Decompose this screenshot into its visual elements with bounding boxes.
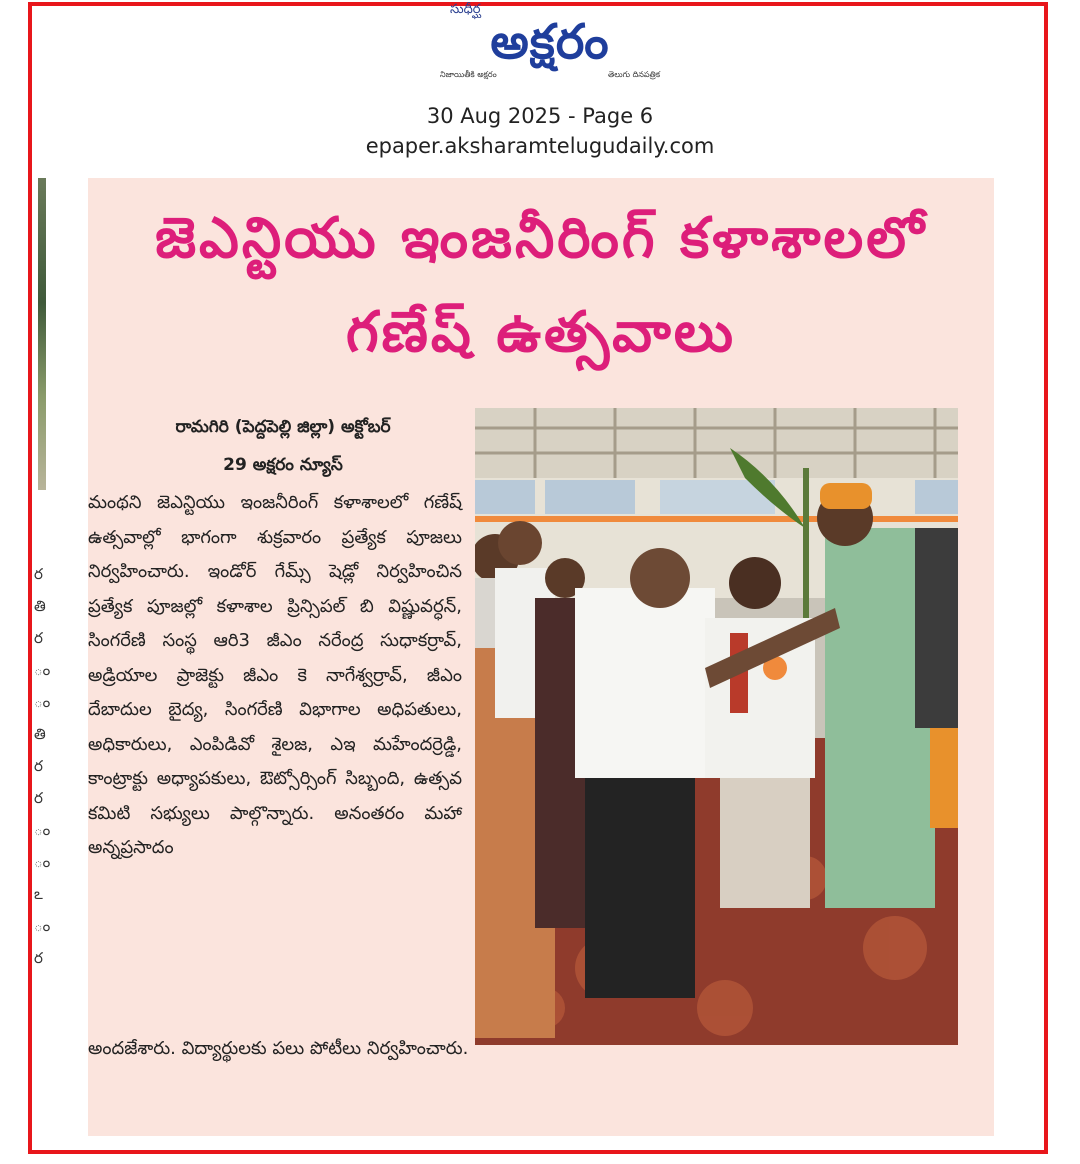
logo-top-text: సుధీర్ఘ xyxy=(450,2,481,17)
dateline-line-2: 29 అక్షరం న్యూస్ xyxy=(223,455,343,475)
dateline-line-1: రామగిరి (పెద్దపెల్లి జిల్లా) అక్టోబర్ xyxy=(175,417,391,437)
margin-char: ర xyxy=(34,629,43,647)
margin-char: ం xyxy=(34,661,51,679)
margin-char: ం xyxy=(34,917,51,935)
headline-line-2: గణేష్ ఉత్సవాలు xyxy=(346,300,736,365)
margin-char: ం xyxy=(34,693,51,711)
article-body-last-line: అందజేశారు. విద్యార్థులకు పలు పోటీలు నిర్వహించారు. xyxy=(88,1038,469,1059)
article-body-text: మంథని జెఎన్టియు ఇంజనీరింగ్ కళాశాలలో గణేష్ ఉత్సవాల్లో భాగంగా శుక్రవారం ప్రత్యేక పూజలు నిర్వహించారు. ఇండోర్ గేమ్స్ షెడ్లో నిర్వహించిన ప్రత్యేక పూజల్లో కళాశాల ప్రిన్సిపల్ బి విష్ణువర్ధన్, సింగరేణి సంస్థ ఆరి3 జీఎం నరేంద్ర సుధాకర్రావ్, అడ్రియాల ప్రాజెక్టు జీఎం కె నాగేశ్వర్రావ్, జీఎం దేబాదుల బైద్య, సింగరేణి విభాగాల అధిపతులు, అధికారులు, ఎంపిడివో శైలజ, ఎఇ మహేందర్రెడ్డి, కాంట్రాక్టు అధ్యాపకులు, ఔట్సోర్సింగ్ సిబ్బంది, ఉత్సవ కమిటి సభ్యులు పాల్గొన్నారు. అనంతరం మహా అన్నప్రసాదం xyxy=(88,492,462,858)
margin-char: ర xyxy=(34,789,43,807)
article-body xyxy=(88,486,462,866)
newspaper-logo: అక్షరం xyxy=(490,14,610,70)
logo-tagline-right: తెలుగు దినపత్రిక xyxy=(607,70,660,79)
margin-char: ఽ xyxy=(34,885,43,903)
margin-char: ర xyxy=(34,949,43,967)
logo-tagline-left: నిజాయితీకి అక్షరం xyxy=(440,70,497,79)
epaper-url: epaper.aksharamtelugudaily.com xyxy=(365,134,715,158)
logo-tagline xyxy=(440,70,660,81)
adjacent-photo-edge xyxy=(38,178,46,490)
margin-char: తి xyxy=(34,725,46,743)
margin-char: ర xyxy=(34,757,43,775)
margin-char: తి xyxy=(34,597,46,615)
headline-line-1: జెఎన్టియు ఇంజనీరింగ్ కళాశాలలో xyxy=(155,206,927,271)
news-clipping xyxy=(88,178,994,1136)
margin-char: ం xyxy=(34,853,51,871)
adjacent-column-text xyxy=(34,558,51,974)
article-headline xyxy=(88,192,994,380)
margin-char: ర xyxy=(34,565,43,583)
article-dateline xyxy=(98,408,468,484)
margin-char: ం xyxy=(34,821,51,839)
edition-date: 30 Aug 2025 - Page 6 xyxy=(426,104,654,128)
event-photo xyxy=(475,408,958,1045)
